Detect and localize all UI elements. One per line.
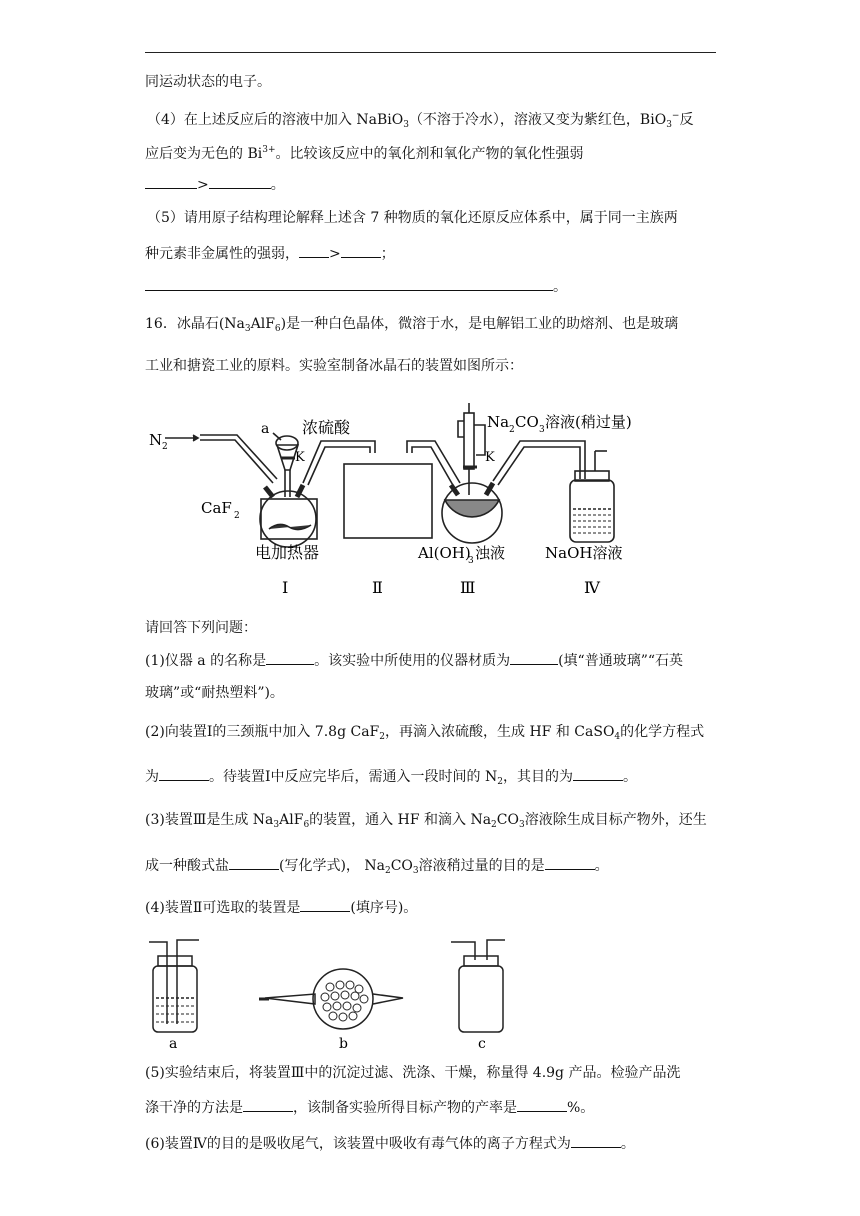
dropping-funnel [464, 413, 474, 469]
label-iv: Ⅳ [584, 578, 600, 597]
label-na2co3-rest: 溶液(稍过量) [545, 413, 632, 431]
s2-line2: 为 。待装置Ⅰ中反应完毕后，需通入一段时间的 $N_2$，其目的为 。 [145, 766, 637, 792]
label-k1: K [295, 450, 305, 465]
answer-blank[interactable] [243, 1097, 293, 1112]
svg-text:3: 3 [539, 425, 545, 435]
answer-blank[interactable] [545, 855, 595, 870]
label-aloh-rest: 浊液 [475, 544, 506, 562]
box-2 [344, 464, 432, 538]
s1-line2: 玻璃”或“耐热塑料”)。 [145, 685, 284, 701]
prompt-line: 请回答下列问题： [145, 620, 257, 636]
s3-line2: 成一种酸式盐 (写化学式)， $Na_2CO_3$溶液稍过量的目的是 。 [145, 855, 609, 881]
q4-line1: （4）在上述反应后的溶液中加入 NaBiO$_3$（不溶于冷水），溶液又变为紫红色，BiO$_3$−反 [147, 111, 694, 130]
svg-text:3: 3 [468, 556, 474, 566]
option-c-bottle [451, 940, 505, 1032]
electric-heater [261, 499, 317, 539]
q5-line2: 种元素非金属性的强弱， > ； [145, 243, 395, 264]
label-option-c: c [478, 1036, 486, 1050]
label-n2: N [149, 431, 163, 449]
q4-line2: 应后变为无色的 $Bi^{3+}$。比较该反应中的氧化剂和氧化产物的氧化性强弱 [145, 145, 584, 162]
answer-blank[interactable] [571, 1133, 621, 1148]
label-aloh: Al(OH) [418, 544, 471, 562]
answer-blank[interactable] [341, 243, 381, 258]
continuation-line: 同运动状态的电子。 [145, 74, 271, 90]
top-rule [145, 52, 716, 53]
s3-line1: (3)装置Ⅲ是生成 $Na_3AlF_6$的装置，通入 HF 和滴入 $Na_2CO_3$溶液除生成目标产物外，还生 [145, 812, 707, 830]
label-acid: 浓硫酸 [302, 418, 351, 437]
svg-text:2: 2 [234, 511, 240, 521]
q5-line1: （5）请用原子结构理论解释上述含 7 种物质的氧化还原反应体系中，属于同一主族两 [147, 210, 678, 226]
label-heater: 电加热器 [255, 543, 320, 562]
label-iii: Ⅲ [460, 578, 476, 597]
answer-blank[interactable] [266, 650, 314, 665]
label-k2: K [485, 450, 495, 465]
answer-blank[interactable] [209, 174, 271, 189]
bottle-4 [570, 480, 614, 542]
label-option-b: b [339, 1036, 348, 1050]
apparatus-figure [145, 395, 665, 600]
label-ii: Ⅱ [372, 578, 383, 597]
options-figure [145, 930, 565, 1050]
q16-intro-line2: 工业和搪瓷工业的原料。实验室制备冰晶石的装置如图所示： [145, 358, 523, 374]
answer-blank[interactable] [145, 276, 553, 291]
q16-intro-line1: 16．冰晶石$(Na_3AlF_6)$是一种白色晶体，微溶于水，是电解铝工业的助熔剂、也是玻璃 [145, 316, 679, 334]
answer-blank[interactable] [145, 174, 197, 189]
s6-line: (6)装置Ⅳ的目的是吸收尾气，该装置中吸收有毒气体的离子方程式为 。 [145, 1133, 635, 1154]
label-i: Ⅰ [282, 578, 289, 597]
svg-text:CO: CO [515, 413, 539, 431]
s4-line: (4)装置Ⅱ可选取的装置是 (填序号)。 [145, 897, 417, 918]
option-b-drying-tube [259, 969, 403, 1029]
answer-blank[interactable] [510, 650, 558, 665]
label-option-a: a [169, 1036, 178, 1050]
label-naoh: NaOH溶液 [545, 544, 623, 562]
s1-line1: (1)仪器 a 的名称是 。该实验中所使用的仪器材质为 (填“普通玻璃”“石英 [145, 650, 683, 671]
label-caf2: CaF [201, 499, 232, 517]
answer-blank[interactable] [229, 855, 279, 870]
answer-blank[interactable] [300, 897, 350, 912]
svg-text:2: 2 [162, 442, 168, 452]
label-a: a [261, 421, 270, 437]
s2-line1: (2)向装置Ⅰ的三颈瓶中加入 7.8g CaF$_2$，再滴入浓硫酸，生成 HF 和 CaSO$_4$的化学方程式 [145, 724, 705, 742]
answer-blank[interactable] [159, 766, 209, 781]
answer-blank[interactable] [517, 1097, 567, 1112]
s5-line2: 涤干净的方法是 ，该制备实验所得目标产物的产率是 %。 [145, 1097, 594, 1118]
answer-blank[interactable] [573, 766, 623, 781]
q4-answer-line: > 。 [145, 174, 285, 195]
option-a-bottle [149, 940, 199, 1032]
answer-blank[interactable] [299, 243, 329, 258]
s5-line1: (5)实验结束后，将装置Ⅲ中的沉淀过滤、洗涤、干燥，称量得 4.9g 产品。检验产品洗 [145, 1065, 681, 1081]
q5-line3: 。 [145, 276, 567, 297]
label-na2co3: Na [487, 413, 510, 431]
svg-text:2: 2 [509, 425, 515, 435]
